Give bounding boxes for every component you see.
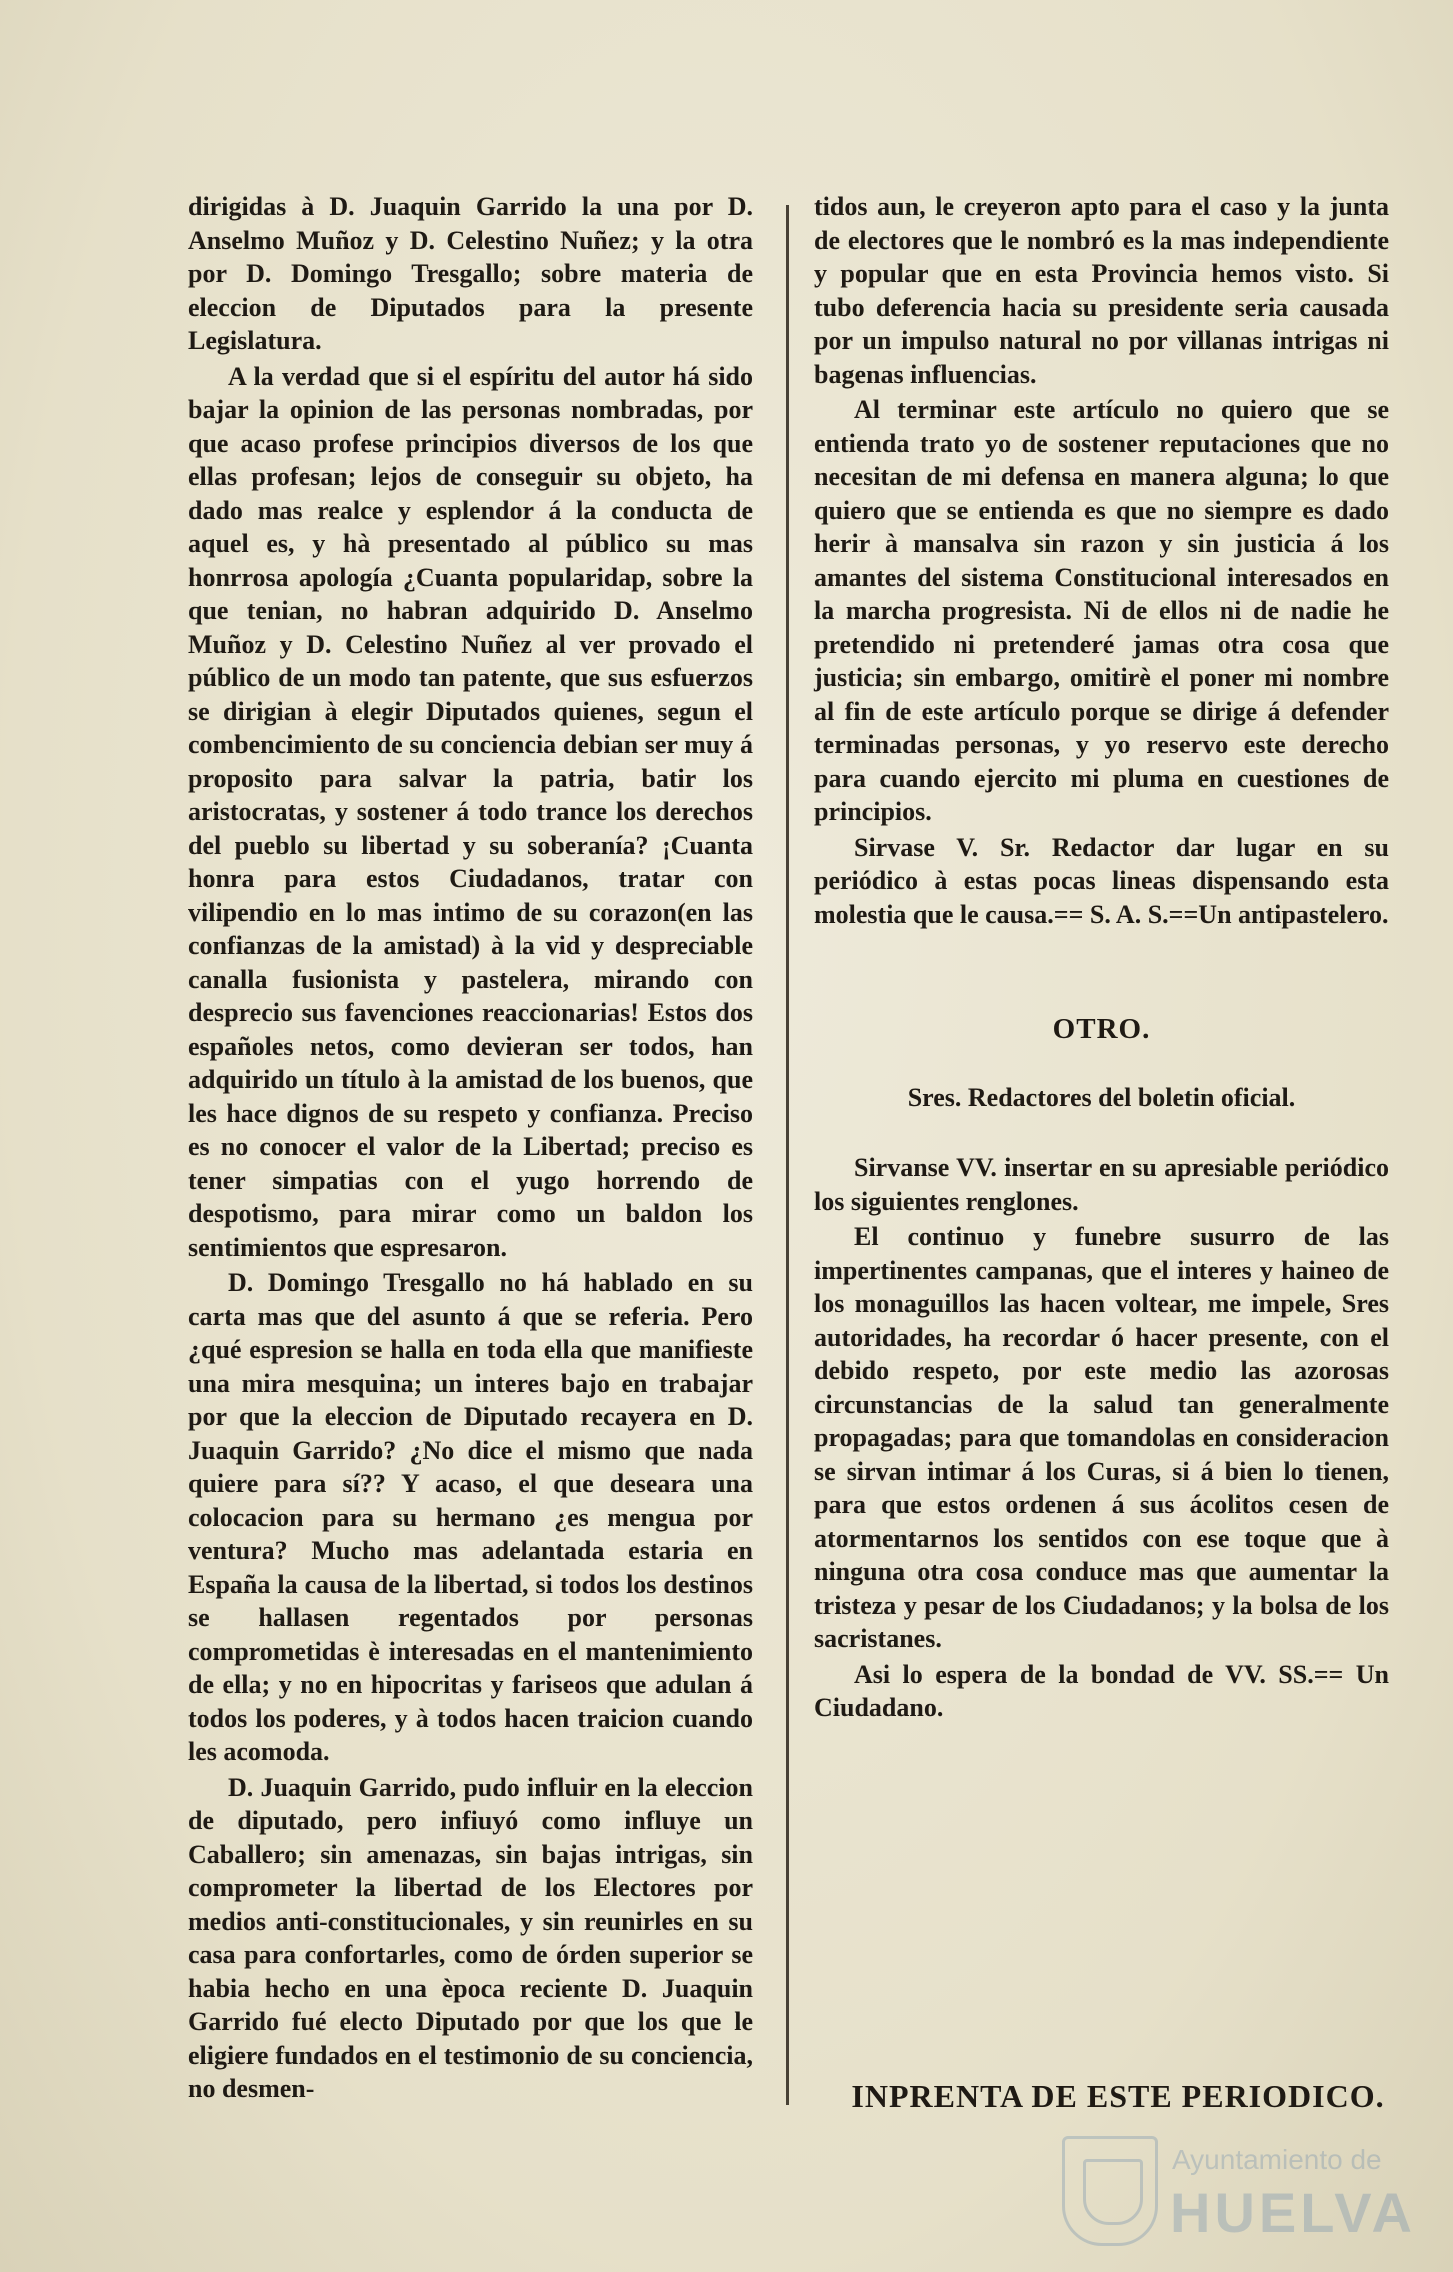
huelva-watermark-logo: [1062, 2136, 1416, 2246]
left-column: [188, 190, 753, 2108]
section-heading: OTRO.: [1052, 1013, 1151, 1045]
section-subheading: Sres. Redactores del boletin oficial.: [907, 1083, 1296, 1112]
left-paragraph-1: dirigidas à D. Juaquin Garrido la una por D. Anselmo Muñoz y D. Celestino Nuñez; y la otra por D. Domingo Tresgallo; sobre materia de eleccion de Diputados para la presente Legislatura.: [188, 192, 753, 355]
imprint-line: INPRENTA DE ESTE PERIODICO.: [851, 2078, 1385, 2114]
right-column: [814, 190, 1389, 1727]
left-paragraph-3: D. Domingo Tresgallo no há hablado en su carta mas que del asunto á que se referia. Pero ¿qué espresion se halla en toda ella que manifieste una mira mesquina; un interes bajo en trabajar por que la eleccion de Diputado recayera en D. Juaquin Garrido? ¿No dice el mismo que nada quiere para sí?? Y acaso, el que deseara una colocacion para su hermano ¿es mengua por ventura? Mucho mas adelantada estaria en España la causa de la libertad, si todos los destinos se hallasen regentados por personas comprometidas è interesadas en el mantenimiento de ella; y no en hipocritas y fariseos que adulan á todos los poderes, y à todos hacen traicion cuando les acomoda.: [188, 1268, 753, 1766]
city-shield-icon: [1062, 2136, 1158, 2246]
right-paragraph-4: Sirvanse VV. insertar en su apresiable periódico los siguientes renglones.: [814, 1153, 1389, 1216]
right-paragraph-1: tidos aun, le creyeron apto para el caso y la junta de electores que le nombró es la mas independiente y popular que en esta Provincia hemos visto. Si tubo deferencia hacia su presidente seria causada por un impulso natural no por villanas intrigas ni bagenas influencias.: [814, 192, 1389, 389]
left-paragraph-2: A la verdad que si el espíritu del autor há sido bajar la opinion de las personas nombradas, por que acaso profese principios diversos de los que ellas profesan; lejos de conseguir su objeto, ha dado mas realce y esplendor á la conducta de aquel es, y hà presentado al público su mas honrrosa apología ¿Cuanta popularidap, sobre la que tenian, no habran adquirido D. Anselmo Muñoz y D. Celestino Nuñez al ver provado el público de un modo tan patente, que sus esfuerzos se dirigian à elegir Diputados quienes, segun el combencimiento de su conciencia debian ser muy á proposito para salvar la patria, batir los aristocratas, y sostener á todo trance los derechos del pueblo su libertad y su soberanía? ¡Cuanta honra para estos Ciudadanos, tratar con vilipendio en lo mas intimo de su corazon(en las confianzas de la amistad) à la vid y despreciable canalla fusionista y pastelera, mirando con desprecio sus favenciones reaccionarias! Estos dos españoles netos, como devieran ser todos, han adquirido un título à la amistad de los buenos, que les hace dignos de su respeto y confianza. Preciso es no conocer el valor de la Libertad; preciso es tener simpatias con el yugo horrendo de despotismo, para mirar como un baldon los sentimientos que espresaron.: [188, 361, 753, 1262]
column-divider: [786, 205, 789, 2105]
watermark-small-text: Ayuntamiento de: [1172, 2144, 1382, 2175]
left-paragraph-4: D. Juaquin Garrido, pudo influir en la eleccion de diputado, pero infiuyó como influye un Caballero; sin amenazas, sin bajas intrigas, sin comprometer la libertad de los Electores por medios anti-constitucionales, y sin reunirles en su casa para confortarles, como de órden superior se habia hecho en una època reciente D. Juaquin Garrido fué electo Diputado por que los que le eligiere fundados en el testimonio de su conciencia, no desmen-: [188, 1772, 753, 2103]
right-paragraph-6: Asi lo espera de la bondad de VV. SS.== Un Ciudadano.: [814, 1659, 1389, 1722]
right-paragraph-5: El continuo y funebre susurro de las impertinentes campanas, que el interes y haineo de los monaguillos las hacen voltear, me impele, Sres autoridades, ha recordar ó hacer presente, con el debido respeto, por este medio las azorosas circunstancias de la salud tan generalmente propagadas; para que tomandolas en consideracion se sirvan intimar á los Curas, si á bien lo tienen, para que estos ordenen á sus ácolitos cesen de atormentarnos los sentidos con ese toque que à ninguna otra cosa conduce mas que aumentar la tristeza y pesar de los Ciudadanos; y la bolsa de los sacristanes.: [814, 1222, 1389, 1653]
right-paragraph-2: Al terminar este artículo no quiero que se entienda trato yo de sostener reputaciones que no necesitan de mi defensa en manera alguna; lo que quiero que se entienda es que no siempre es dado herir à mansalva sin razon y sin justicia á los amantes del sistema Constitucional interesados en la marcha progresista. Ni de ellos ni de nadie he pretendido ni pretenderé jamas otra cosa que justicia; sin embargo, omitirè el poner mi nombre al fin de este artículo porque se dirige á defender terminadas personas, y yo reservo este derecho para cuando ejercito mi pluma en cuestiones de principios.: [814, 395, 1389, 826]
watermark-big-text: HUELVA: [1170, 2181, 1416, 2244]
right-paragraph-3: Sirvase V. Sr. Redactor dar lugar en su periódico à estas pocas lineas dispensando esta molestia que le causa.== S. A. S.==Un antipastelero.: [814, 832, 1389, 929]
